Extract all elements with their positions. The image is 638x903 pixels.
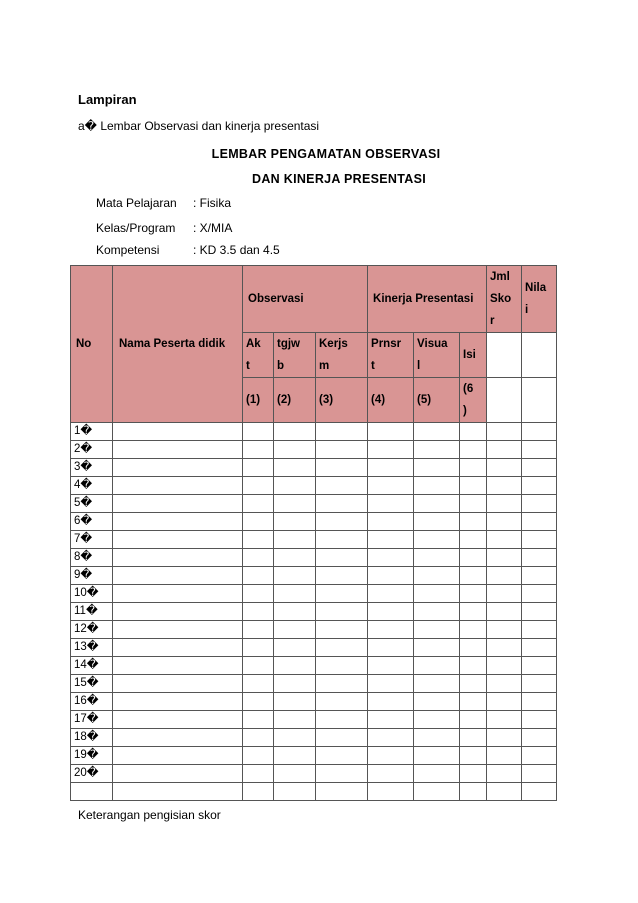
table-cell <box>243 585 274 603</box>
table-row <box>71 657 557 675</box>
header-visual: Visua l <box>414 333 460 378</box>
table-cell <box>113 441 243 459</box>
table-row <box>71 639 557 657</box>
header-kinerja: Kinerja Presentasi <box>368 266 487 333</box>
table-cell <box>368 495 414 513</box>
table-cell <box>414 441 460 459</box>
table-cell <box>460 711 487 729</box>
section-heading: Lampiran <box>78 92 137 107</box>
table-cell <box>522 765 557 783</box>
header-observasi: Observasi <box>243 266 368 333</box>
table-cell <box>460 675 487 693</box>
table-cell <box>522 423 557 441</box>
table-cell <box>274 441 316 459</box>
table-cell <box>274 747 316 765</box>
row-number: 11� <box>71 603 113 621</box>
info-label-kompetensi: Kompetensi <box>96 243 160 257</box>
table-cell <box>368 711 414 729</box>
header-blank-jml <box>487 333 522 378</box>
table-row <box>71 729 557 747</box>
table-cell <box>243 513 274 531</box>
table-cell <box>113 495 243 513</box>
info-value-mapel: : Fisika <box>193 196 232 210</box>
table-cell <box>414 423 460 441</box>
table-cell <box>522 675 557 693</box>
table-cell <box>414 621 460 639</box>
table-cell <box>316 729 368 747</box>
table-cell <box>368 531 414 549</box>
item-a-label: a� Lembar Observasi dan kinerja presentasi <box>78 119 320 133</box>
table-cell <box>522 747 557 765</box>
table-cell <box>368 441 414 459</box>
table-cell <box>414 711 460 729</box>
table-cell <box>487 495 522 513</box>
table-row <box>71 765 557 783</box>
row-number: 7� <box>71 531 113 549</box>
table-cell <box>243 423 274 441</box>
table-cell <box>522 621 557 639</box>
row-number: 19� <box>71 747 113 765</box>
table-cell <box>316 711 368 729</box>
table-cell <box>274 477 316 495</box>
table-cell <box>274 693 316 711</box>
table-row <box>71 747 557 765</box>
table-cell <box>460 621 487 639</box>
table-cell <box>522 513 557 531</box>
table-cell <box>460 459 487 477</box>
table-cell <box>113 711 243 729</box>
table-cell <box>368 639 414 657</box>
table-cell <box>243 531 274 549</box>
info-label-mapel: Mata Pelajaran <box>96 196 177 210</box>
table-cell <box>316 495 368 513</box>
table-row <box>71 603 557 621</box>
table-cell <box>243 765 274 783</box>
table-cell <box>113 621 243 639</box>
table-cell <box>316 513 368 531</box>
table-cell <box>368 621 414 639</box>
table-cell <box>368 765 414 783</box>
table-cell <box>113 459 243 477</box>
table-cell <box>460 585 487 603</box>
table-cell <box>414 459 460 477</box>
table-cell <box>460 729 487 747</box>
table-cell <box>113 423 243 441</box>
table-row <box>71 783 557 801</box>
table-cell <box>243 495 274 513</box>
table-cell <box>316 567 368 585</box>
table-cell <box>368 459 414 477</box>
table-cell <box>243 459 274 477</box>
table-cell <box>368 585 414 603</box>
table-cell <box>368 477 414 495</box>
table-cell <box>368 603 414 621</box>
table-cell <box>316 783 368 801</box>
table-cell <box>274 423 316 441</box>
header-nilai: Nila i <box>522 266 557 333</box>
table-cell <box>316 765 368 783</box>
table-row <box>71 459 557 477</box>
table-cell <box>113 783 243 801</box>
table-cell <box>113 693 243 711</box>
row-number: 12� <box>71 621 113 639</box>
table-cell <box>414 693 460 711</box>
table-cell <box>414 495 460 513</box>
table-cell <box>487 711 522 729</box>
table-cell <box>113 657 243 675</box>
table-cell <box>487 477 522 495</box>
table-cell <box>460 567 487 585</box>
table-cell <box>113 513 243 531</box>
table-cell <box>522 495 557 513</box>
table-cell <box>274 531 316 549</box>
table-cell <box>368 783 414 801</box>
row-number: 2� <box>71 441 113 459</box>
table-cell <box>522 585 557 603</box>
table-cell <box>113 765 243 783</box>
table-cell <box>487 693 522 711</box>
table-cell <box>460 639 487 657</box>
table-row <box>71 693 557 711</box>
row-number: 3� <box>71 459 113 477</box>
table-cell <box>487 783 522 801</box>
table-cell <box>274 657 316 675</box>
table-cell <box>414 513 460 531</box>
table-cell <box>414 765 460 783</box>
table-cell <box>316 657 368 675</box>
table-cell <box>487 639 522 657</box>
num-6: (6 ) <box>460 378 487 423</box>
num-4: (4) <box>368 378 414 423</box>
table-cell <box>113 567 243 585</box>
table-cell <box>243 711 274 729</box>
table-cell <box>522 549 557 567</box>
table-cell <box>414 531 460 549</box>
table-cell <box>460 747 487 765</box>
row-number: 10� <box>71 585 113 603</box>
table-cell <box>487 603 522 621</box>
table-cell <box>316 459 368 477</box>
footer-note: Keterangan pengisian skor <box>78 808 221 822</box>
table-cell <box>368 693 414 711</box>
table-cell <box>414 657 460 675</box>
table-row <box>71 567 557 585</box>
table-cell <box>522 603 557 621</box>
table-cell <box>113 531 243 549</box>
table-cell <box>414 675 460 693</box>
table-cell <box>487 567 522 585</box>
table-cell <box>460 765 487 783</box>
table-row <box>71 441 557 459</box>
table-row <box>71 513 557 531</box>
table-cell <box>274 495 316 513</box>
table-cell <box>522 639 557 657</box>
num-blank-jml <box>487 378 522 423</box>
row-number: 17� <box>71 711 113 729</box>
table-cell <box>487 765 522 783</box>
table-cell <box>368 675 414 693</box>
table-cell <box>274 639 316 657</box>
table-cell <box>316 639 368 657</box>
info-value-kelas: : X/MIA <box>193 221 233 235</box>
table-cell <box>522 567 557 585</box>
table-cell <box>316 603 368 621</box>
table-cell <box>368 729 414 747</box>
header-isi: Isi <box>460 333 487 378</box>
table-cell <box>113 747 243 765</box>
header-nama: Nama Peserta didik <box>113 266 243 423</box>
header-akt: Ak t <box>243 333 274 378</box>
table-cell <box>316 585 368 603</box>
table-cell <box>414 585 460 603</box>
table-cell <box>316 423 368 441</box>
table-cell <box>460 603 487 621</box>
table-cell <box>487 729 522 747</box>
table-cell <box>243 675 274 693</box>
num-2: (2) <box>274 378 316 423</box>
table-cell <box>316 747 368 765</box>
table-cell <box>113 675 243 693</box>
table-cell <box>487 549 522 567</box>
table-cell <box>522 531 557 549</box>
table-cell <box>460 531 487 549</box>
table-cell <box>274 549 316 567</box>
table-cell <box>522 729 557 747</box>
table-cell <box>414 747 460 765</box>
row-number: 9� <box>71 567 113 585</box>
num-5: (5) <box>414 378 460 423</box>
table-cell <box>487 423 522 441</box>
table-cell <box>243 477 274 495</box>
row-number: 14� <box>71 657 113 675</box>
table-cell <box>414 603 460 621</box>
table-cell <box>243 747 274 765</box>
table-cell <box>113 477 243 495</box>
info-value-kompetensi: : KD 3.5 dan 4.5 <box>193 243 280 257</box>
table-cell <box>460 693 487 711</box>
table-cell <box>522 693 557 711</box>
table-cell <box>274 603 316 621</box>
table-cell <box>522 657 557 675</box>
table-cell <box>522 459 557 477</box>
table-cell <box>274 711 316 729</box>
table-cell <box>414 639 460 657</box>
table-cell <box>243 603 274 621</box>
header-no: No <box>71 266 113 423</box>
table-cell <box>487 621 522 639</box>
table-row <box>71 711 557 729</box>
document-title-line2: DAN KINERJA PRESENTASI <box>252 172 426 186</box>
table-cell <box>487 513 522 531</box>
row-number: 1� <box>71 423 113 441</box>
header-kerjsm: Kerjs m <box>316 333 368 378</box>
table-cell <box>522 441 557 459</box>
table-cell <box>460 657 487 675</box>
table-cell <box>243 567 274 585</box>
row-number: 18� <box>71 729 113 747</box>
table-cell <box>414 549 460 567</box>
row-number: 16� <box>71 693 113 711</box>
table-cell <box>243 729 274 747</box>
table-row <box>71 423 557 441</box>
table-cell <box>243 621 274 639</box>
table-cell <box>460 549 487 567</box>
row-number: 6� <box>71 513 113 531</box>
num-blank-nilai <box>522 378 557 423</box>
table-cell <box>487 747 522 765</box>
table-cell <box>368 549 414 567</box>
table-cell <box>487 459 522 477</box>
table-cell <box>274 765 316 783</box>
table-cell <box>113 549 243 567</box>
info-label-kelas: Kelas/Program <box>96 221 176 235</box>
table-row <box>71 531 557 549</box>
table-cell <box>113 729 243 747</box>
table-row <box>71 549 557 567</box>
table-cell <box>460 441 487 459</box>
header-blank-nilai <box>522 333 557 378</box>
document-title-line1: LEMBAR PENGAMATAN OBSERVASI <box>211 147 441 161</box>
table-cell <box>316 621 368 639</box>
table-cell <box>487 675 522 693</box>
table-row <box>71 477 557 495</box>
table-cell <box>368 513 414 531</box>
table-cell <box>522 783 557 801</box>
table-cell <box>243 783 274 801</box>
row-number: 15� <box>71 675 113 693</box>
table-cell <box>460 423 487 441</box>
header-tgjwb: tgjw b <box>274 333 316 378</box>
table-cell <box>460 477 487 495</box>
table-cell <box>274 585 316 603</box>
row-number <box>71 783 113 801</box>
table-cell <box>316 675 368 693</box>
table-cell <box>274 675 316 693</box>
table-cell <box>487 441 522 459</box>
table-cell <box>414 567 460 585</box>
table-cell <box>487 657 522 675</box>
table-cell <box>113 639 243 657</box>
table-cell <box>274 621 316 639</box>
table-cell <box>243 549 274 567</box>
num-1: (1) <box>243 378 274 423</box>
table-cell <box>316 531 368 549</box>
header-prnsrt: Prnsr t <box>368 333 414 378</box>
table-cell <box>368 567 414 585</box>
table-cell <box>460 513 487 531</box>
table-cell <box>274 513 316 531</box>
table-cell <box>113 585 243 603</box>
table-cell <box>316 441 368 459</box>
table-cell <box>243 657 274 675</box>
table-cell <box>368 657 414 675</box>
row-number: 5� <box>71 495 113 513</box>
table-cell <box>414 477 460 495</box>
table-cell <box>368 423 414 441</box>
table-cell <box>487 585 522 603</box>
table-cell <box>316 549 368 567</box>
table-cell <box>274 567 316 585</box>
header-jml-skor: Jml Sko r <box>487 266 522 333</box>
table-cell <box>274 783 316 801</box>
observation-table <box>70 265 557 801</box>
table-cell <box>316 693 368 711</box>
table-cell <box>460 495 487 513</box>
table-cell <box>522 477 557 495</box>
table-row <box>71 675 557 693</box>
row-number: 20� <box>71 765 113 783</box>
table-cell <box>368 747 414 765</box>
table-row <box>71 585 557 603</box>
table-cell <box>460 783 487 801</box>
table-cell <box>487 531 522 549</box>
table-cell <box>243 441 274 459</box>
table-cell <box>243 639 274 657</box>
table-cell <box>522 711 557 729</box>
table-cell <box>414 729 460 747</box>
table-cell <box>274 459 316 477</box>
table-row <box>71 495 557 513</box>
table-cell <box>113 603 243 621</box>
row-number: 13� <box>71 639 113 657</box>
table-cell <box>243 693 274 711</box>
table-cell <box>414 783 460 801</box>
num-3: (3) <box>316 378 368 423</box>
table-cell <box>316 477 368 495</box>
table-row <box>71 621 557 639</box>
table-cell <box>274 729 316 747</box>
row-number: 4� <box>71 477 113 495</box>
row-number: 8� <box>71 549 113 567</box>
